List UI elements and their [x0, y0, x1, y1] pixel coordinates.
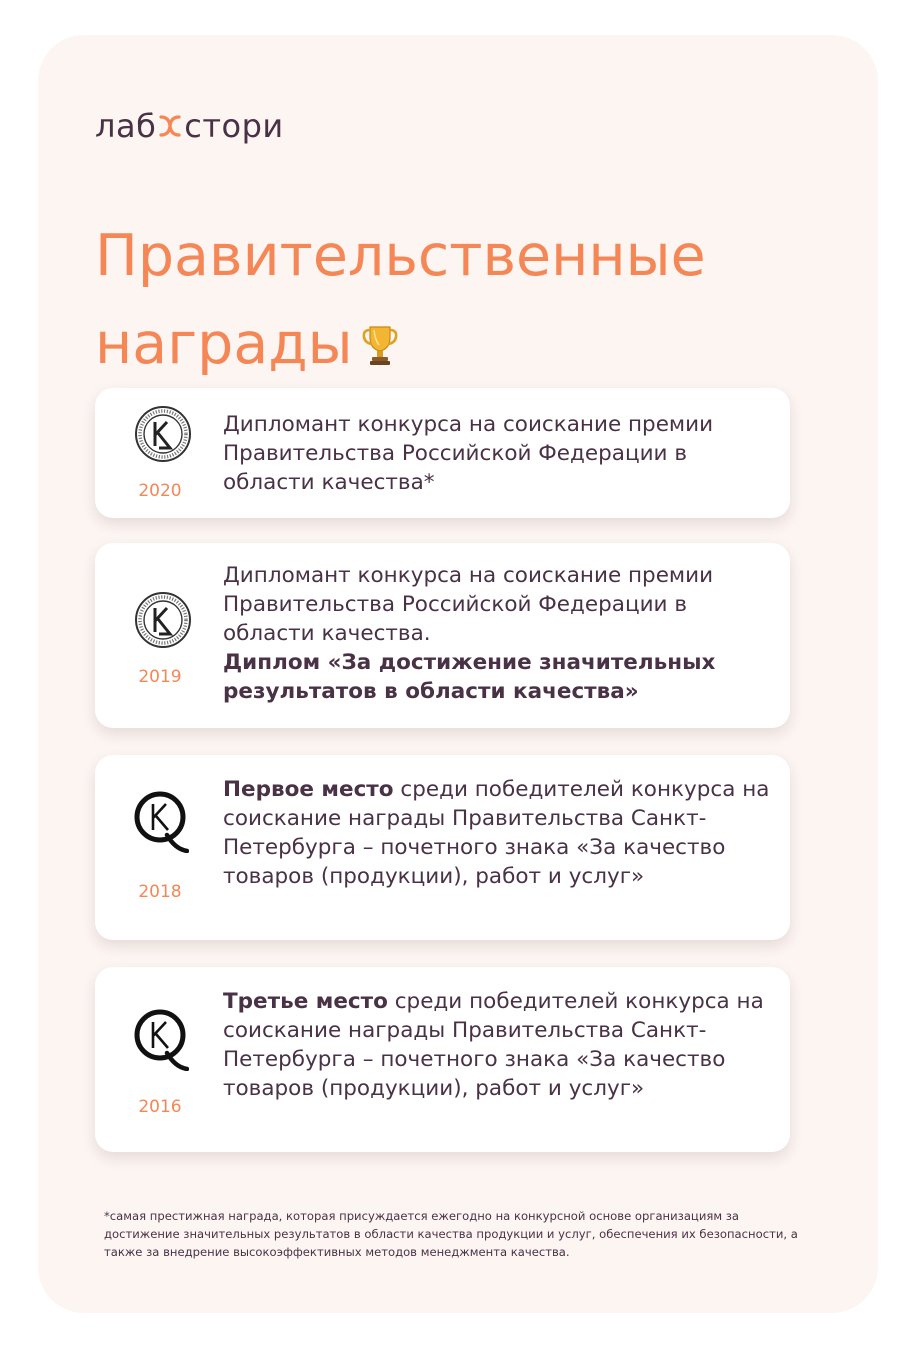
logo-text-part2: стори	[184, 107, 284, 145]
logo-butterfly-icon	[157, 111, 183, 141]
spb-quality-mark-icon	[133, 1007, 189, 1071]
russian-quality-award-seal-icon	[133, 590, 193, 650]
award-card-2016	[95, 967, 790, 1152]
award-year: 2019	[138, 667, 182, 687]
award-description	[223, 561, 773, 706]
award-text: среди победителей конкурса на соискание награды Правительства Санкт-Петербурга – почетного знака «За качество товаров (продукции), работ и услуг»	[223, 777, 770, 889]
award-card-2019	[95, 543, 790, 728]
labstory-logo[interactable]	[95, 104, 284, 148]
award-text: среди победителей конкурса на соискание награды Правительства Санкт-Петербурга – почетного знака «За качество товаров (продукции), работ и услуг»	[223, 989, 764, 1101]
title-line-2: награды	[95, 300, 815, 388]
trophy-icon	[361, 323, 399, 367]
award-year: 2016	[138, 1097, 182, 1117]
award-card-2020	[95, 388, 790, 518]
award-description	[223, 987, 773, 1103]
title-line-1: Правительственные	[95, 223, 706, 289]
russian-quality-award-seal-icon	[133, 404, 193, 464]
award-place: Первое место	[223, 777, 394, 802]
award-year: 2020	[138, 481, 182, 501]
award-text: Дипломант конкурса на соискание премии Правительства Российской Федерации в области качества.	[223, 563, 714, 646]
award-year: 2018	[138, 882, 182, 902]
spb-quality-mark-icon	[133, 789, 189, 853]
logo-text-part1: лаб	[95, 107, 157, 145]
award-diploma-text: Диплом «За достижение значительных результатов в области качества»	[223, 650, 716, 704]
footnote: *самая престижная награда, которая присуждается ежегодно на конкурсной основе организациям за достижение значительных результатов в области качества продукции и услуг, обеспечения их безопасности, а также за внедрение высокоэффективных методов менеджмента качества.	[104, 1209, 798, 1259]
award-description: Дипломант конкурса на соискание премии Правительства Российской Федерации в области качества*	[223, 412, 714, 495]
award-card-2018	[95, 755, 790, 940]
page-title	[95, 212, 815, 388]
award-place: Третье место	[223, 989, 388, 1014]
award-description	[223, 775, 773, 891]
